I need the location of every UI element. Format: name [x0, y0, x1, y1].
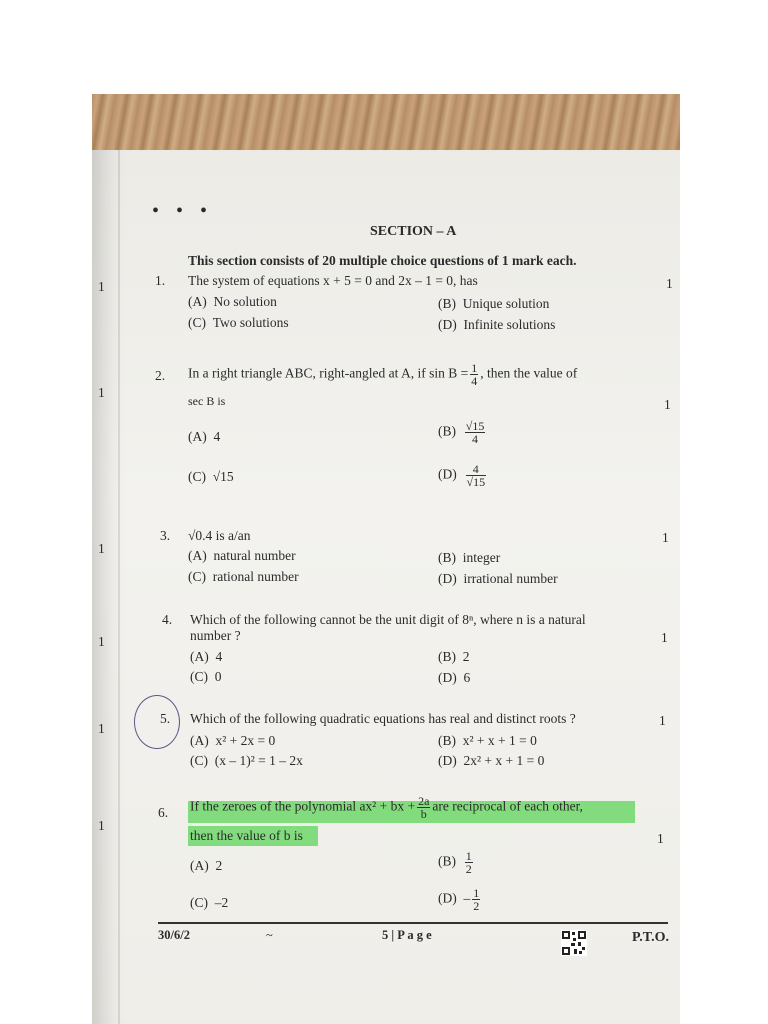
question-marks: 1 — [662, 530, 669, 545]
option-text: Infinite solutions — [463, 317, 556, 332]
fraction — [465, 850, 473, 875]
option-label: (B) — [438, 550, 456, 565]
section-intro: This section consists of 20 multiple choice questions of 1 mark each. — [188, 253, 577, 268]
option-text: No solution — [213, 294, 277, 309]
question-text-line2: sec B is — [188, 394, 226, 408]
option-label: (B) — [438, 649, 456, 664]
fraction-denominator: 4 — [472, 432, 479, 446]
option-label: (D) — [438, 753, 457, 768]
fraction-denominator: √15 — [466, 475, 486, 489]
question-text: The system of equations x + 5 = 0 and 2x – 1 = 0, has — [188, 273, 478, 288]
paper-code: 30/6/2 — [158, 928, 190, 942]
option-c — [188, 569, 299, 585]
option-text: 0 — [214, 669, 222, 684]
question-marks: 1 — [659, 713, 666, 728]
fraction-denominator: 2 — [473, 899, 480, 913]
option-b — [438, 850, 475, 875]
question-marks: 1 — [657, 831, 664, 846]
footer-tilde: ~ — [266, 928, 273, 942]
option-d — [438, 753, 544, 769]
fraction-numerator: 1 — [473, 886, 480, 900]
option-a — [190, 649, 222, 665]
option-label: (C) — [190, 753, 208, 768]
option-text: 2x² + x + 1 = 0 — [463, 753, 545, 768]
option-label: (D) — [438, 466, 457, 482]
option-text: (x – 1)² = 1 – 2x — [214, 753, 303, 768]
fraction — [472, 887, 480, 912]
option-label: (A) — [190, 733, 209, 748]
option-text: Two solutions — [212, 315, 289, 330]
fraction-numerator: 2a — [418, 794, 430, 808]
option-b — [438, 296, 549, 312]
option-label: (B) — [438, 296, 456, 311]
page-fold-edge — [118, 150, 120, 1024]
question-marks: 1 — [661, 630, 668, 645]
question-number: 2. — [155, 368, 166, 383]
pen-circle-annotation — [134, 695, 180, 749]
fraction — [470, 362, 478, 387]
option-a — [190, 733, 275, 749]
option-text: integer — [462, 550, 501, 565]
option-d — [438, 670, 470, 686]
option-c — [188, 315, 289, 331]
option-label: (B) — [438, 853, 456, 869]
option-text: 4 — [213, 429, 221, 444]
option-text: x² + x + 1 = 0 — [462, 733, 537, 748]
fraction-numerator: 1 — [471, 361, 478, 375]
option-text: 2 — [215, 858, 223, 873]
option-label: (A) — [188, 548, 207, 563]
option-label: (D) — [438, 670, 457, 685]
question-number: 3. — [160, 528, 171, 543]
option-d — [438, 317, 555, 333]
option-c — [190, 753, 303, 769]
option-c — [190, 669, 222, 685]
question-number: 4. — [162, 612, 173, 627]
footer-rule — [158, 922, 668, 924]
left-margin-mark: 1 — [98, 541, 105, 556]
fraction-numerator: √15 — [465, 419, 485, 433]
option-text: irrational number — [463, 571, 558, 586]
option-text: Unique solution — [462, 296, 550, 311]
question-text-line2: then the value of b is — [190, 828, 303, 843]
pto-label: P.T.O. — [632, 930, 669, 945]
option-label: (C) — [188, 569, 206, 584]
question-number: 1. — [155, 273, 166, 288]
option-c — [188, 469, 234, 485]
section-title: SECTION – A — [370, 224, 457, 239]
option-label: (D) — [438, 571, 457, 586]
question-text-part: In a right triangle ABC, right-angled at A, if sin B = — [188, 365, 469, 381]
option-label: (A) — [190, 649, 209, 664]
question-text: Which of the following quadratic equations has real and distinct roots ? — [190, 711, 576, 726]
option-text: x² + 2x = 0 — [215, 733, 276, 748]
question-text-part: are reciprocal of each other, — [432, 798, 583, 814]
question-text — [190, 795, 583, 820]
option-text: √15 — [212, 469, 234, 484]
question-text — [188, 362, 577, 387]
question-text-line2: number ? — [190, 628, 241, 643]
question-text-part: , then the value of — [480, 365, 578, 381]
option-label: (B) — [438, 733, 456, 748]
option-label: (A) — [188, 294, 207, 309]
option-d — [438, 463, 488, 488]
option-label: (B) — [438, 423, 456, 439]
left-margin-mark: 1 — [98, 279, 105, 294]
option-text: rational number — [212, 569, 299, 584]
question-text-part: If the zeroes of the polynomial ax² + bx + — [190, 798, 416, 814]
option-b — [438, 733, 537, 749]
option-text: –2 — [214, 895, 229, 910]
option-label: (D) — [438, 317, 457, 332]
left-margin-mark: 1 — [98, 818, 105, 833]
option-sign: – — [463, 890, 471, 906]
fraction-numerator: 4 — [466, 463, 487, 476]
option-text: 2 — [462, 649, 470, 664]
option-label: (C) — [188, 315, 206, 330]
left-margin-mark: 1 — [98, 721, 105, 736]
page-number: 5 | P a g e — [382, 928, 432, 942]
fraction — [417, 795, 430, 820]
option-b — [438, 649, 470, 665]
option-c — [190, 895, 228, 911]
question-text: Which of the following cannot be the unit digit of 8ⁿ, where n is a natural — [190, 612, 586, 627]
option-text: 6 — [463, 670, 471, 685]
fraction-denominator: b — [420, 807, 427, 821]
option-a — [188, 429, 220, 445]
question-number: 6. — [158, 805, 169, 820]
question-text: √0.4 is a/an — [188, 528, 251, 543]
option-text: 4 — [215, 649, 223, 664]
question-marks: 1 — [666, 276, 673, 291]
fraction-numerator: 1 — [465, 849, 472, 863]
option-label: (A) — [188, 429, 207, 444]
option-label: (C) — [190, 895, 208, 910]
qr-code-icon — [561, 930, 587, 956]
question-number: 5. — [160, 711, 171, 726]
left-margin-mark: 1 — [98, 634, 105, 649]
header-dots: • • • — [152, 200, 214, 222]
fraction-denominator: 4 — [471, 374, 478, 388]
option-d — [438, 887, 482, 912]
option-a — [188, 294, 277, 310]
option-label: (A) — [190, 858, 209, 873]
option-label: (C) — [188, 469, 206, 484]
option-text: natural number — [213, 548, 296, 563]
option-label: (C) — [190, 669, 208, 684]
fraction — [465, 420, 486, 445]
option-label: (D) — [438, 890, 457, 906]
option-a — [188, 548, 296, 564]
option-a — [190, 858, 222, 874]
fraction — [466, 463, 487, 488]
fraction-denominator: 2 — [465, 862, 472, 876]
option-b — [438, 550, 500, 566]
option-d — [438, 571, 558, 587]
option-b — [438, 420, 487, 445]
question-marks: 1 — [664, 397, 671, 412]
left-margin-mark: 1 — [98, 385, 105, 400]
